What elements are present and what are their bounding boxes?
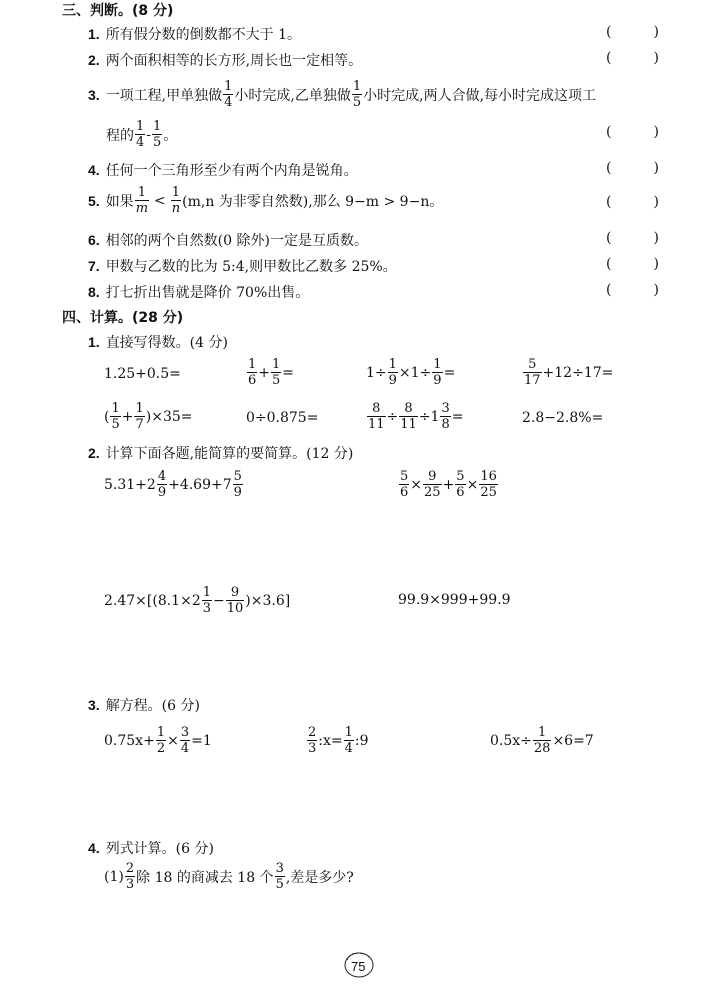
item-number: 7.: [88, 258, 100, 274]
item-number: 4.: [88, 162, 100, 178]
judge-item-8: [88, 282, 309, 302]
item-text: 。: [163, 127, 178, 144]
item-text: 甲数与乙数的比为 5:4,则甲数比乙数多 25%。: [105, 259, 397, 275]
item-text: 打七折出售就是降价 70%出售。: [105, 285, 310, 301]
item-text: 小时完成,两人合做,每小时完成这项工: [363, 87, 597, 104]
item-text: 所有假分数的倒数都不大于 1。: [105, 27, 302, 43]
item-text: 小时完成,乙单独做: [234, 87, 351, 104]
part-1-title: 1. 直接写得数。(4 分): [88, 334, 228, 351]
oral-calc-3: 1÷ $\frac{1}{9}$ ×1÷ $\frac{1}{9}$ =: [366, 357, 456, 388]
fraction: $\frac{1}{n}$: [171, 185, 181, 216]
calc-2-4: 99.9×999+99.9: [398, 592, 511, 608]
oral-calc-2: $\frac{1}{6}$ + $\frac{1}{5}$ =: [248, 357, 295, 388]
item-text: 程的: [106, 127, 134, 144]
fraction: $\frac{1}{m}$: [135, 185, 149, 216]
judge-item-5: [88, 186, 443, 215]
calc-2-3: 2.47×[(8.1×2 $\frac{1}{3}$ − $\frac{9}{10}$ )×3.6]: [104, 585, 291, 616]
judge-item-1: [88, 24, 301, 44]
calc-2-2: $\frac{5}{6}$ × $\frac{9}{25}$ + $\frac{5}{6}$ × $\frac{16}{25}$: [400, 469, 497, 500]
item-text: 任何一个三角形至少有两个内角是锐角。: [105, 163, 358, 179]
answer-blank-8[interactable]: ( ): [606, 282, 659, 298]
judge-item-6: [88, 230, 368, 250]
page-number: 75: [351, 959, 366, 974]
word-calc-1: (1) $\frac{2}{3}$ 除 18 的商减去 18 个 $\frac{3}{5}$ ,差是多少?: [104, 861, 354, 892]
fraction: $\frac{1}{4}$: [224, 79, 233, 110]
equation-3: 0.5x÷ $\frac{1}{28}$ ×6=7: [490, 725, 594, 756]
judge-item-7: [88, 256, 397, 276]
item-text: (m,n 为非零自然数),那么 9−m > 9−n。: [182, 193, 444, 210]
equation-2: $\frac{2}{3}$ :x= $\frac{1}{4}$ :9: [308, 725, 369, 756]
answer-blank-6[interactable]: ( ): [606, 230, 659, 246]
oral-calc-1: 1.25+0.5=: [104, 366, 181, 382]
oral-calc-6: 0÷0.875=: [246, 410, 319, 426]
answer-blank-7[interactable]: ( ): [606, 256, 659, 272]
calc-2-1: 5.31+2 $\frac{4}{9}$ +4.69+7 $\frac{5}{9}$: [104, 469, 242, 500]
judge-item-3-line2: [106, 120, 177, 149]
answer-blank-1[interactable]: ( ): [606, 24, 659, 40]
section-4-title: 四、计算。(28 分): [62, 310, 184, 326]
part-2-title: 2. 计算下面各题,能简算的要简算。(12 分): [88, 445, 354, 462]
item-number: 5.: [88, 192, 100, 209]
item-text: 一项工程,甲单独做: [105, 87, 223, 104]
less-than-sign: <: [154, 192, 166, 209]
item-number: 3.: [88, 86, 100, 103]
item-number: 6.: [88, 232, 100, 248]
oral-calc-7: $\frac{8}{11}$ ÷ $\frac{8}{11}$ ÷1 $\frac{3}{8}$ =: [368, 401, 464, 432]
fraction: $\frac{1}{5}$: [352, 79, 362, 110]
page-number-badge: [342, 950, 376, 980]
judge-item-4: [88, 160, 358, 180]
equation-1: 0.75x+ $\frac{1}{2}$ × $\frac{3}{4}$ =1: [104, 725, 212, 756]
item-text: 两个面积相等的长方形,周长也一定相等。: [105, 53, 363, 69]
answer-blank-3[interactable]: ( ): [606, 124, 659, 140]
fraction: $\frac{1}{5}$: [153, 119, 162, 150]
item-number: 1.: [88, 26, 100, 42]
judge-item-2: [88, 50, 362, 70]
section-3-title: 三、判断。(8 分): [62, 3, 174, 19]
oral-calc-4: $\frac{5}{17}$ +12÷17=: [524, 357, 614, 388]
oral-calc-5: ( $\frac{1}{5}$ + $\frac{1}{7}$ )×35=: [104, 401, 193, 432]
answer-blank-4[interactable]: ( ): [606, 160, 659, 176]
answer-blank-5[interactable]: ( ): [606, 194, 659, 210]
minus-sign: -: [146, 126, 152, 143]
fraction: $\frac{1}{4}$: [136, 119, 145, 150]
judge-item-3: [88, 80, 596, 109]
part-3-title: 3. 解方程。(6 分): [88, 697, 200, 714]
item-text: 如果: [105, 193, 134, 210]
item-number: 8.: [88, 284, 100, 300]
item-number: 2.: [88, 52, 100, 68]
part-4-title: 4. 列式计算。(6 分): [88, 840, 214, 857]
item-text: 相邻的两个自然数(0 除外)一定是互质数。: [105, 233, 368, 249]
oral-calc-8: 2.8−2.8%=: [522, 410, 604, 426]
answer-blank-2[interactable]: ( ): [606, 50, 659, 66]
